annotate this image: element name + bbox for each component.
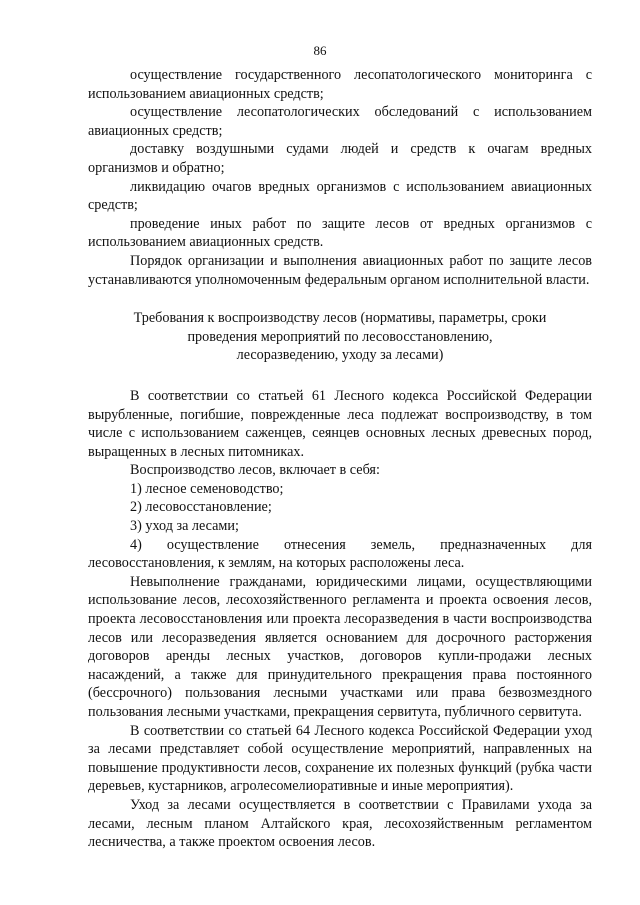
section-heading — [88, 309, 592, 365]
page-number: 86 — [313, 43, 327, 58]
document-body — [88, 66, 592, 852]
section-heading-line: проведения мероприятий по лесовосстановлению, — [187, 328, 493, 345]
section-heading-line: Требования к воспроизводству лесов (нормативы, параметры, сроки — [133, 310, 547, 327]
paragraph: проведение иных работ по защите лесов от вредных организмов с использованием авиационных средств. — [88, 215, 592, 251]
list-item: 2) лесовосстановление; — [130, 499, 272, 516]
paragraph: Невыполнение гражданами, юридическими лицами, осуществляющими использование лесов, лесохозяйственного регламента и проекта освоения лесов, проекта лесовосстановления или проекта лесоразведения в части воспроизводства лесов или лесоразведения является основанием для досрочного расторжения договоров аренды лесных участков, договоров купли-продажи лесных насаждений, а также для принудительного прекращения права постоянного (бессрочного) пользования лесными участками или права безвозмездного пользования лесными участками, прекращения сервитута, публичного сервитута. — [88, 573, 592, 720]
paragraph: Порядок организации и выполнения авиационных работ по защите лесов устанавливаются уполномоченным федеральным органом исполнительной власти. — [88, 252, 592, 288]
paragraph: В соответствии со статьей 64 Лесного кодекса Российской Федерации уход за лесами представляет собой осуществление мероприятий, направленных на повышение продуктивности лесов, сохранение их полезных функций (рубка части деревьев, кустарников, агролесомелиоративные и иные мероприятия). — [88, 722, 592, 795]
paragraph: Воспроизводство лесов, включает в себя: — [130, 462, 380, 479]
section-heading-line: лесоразведению, уходу за лесами) — [236, 347, 444, 364]
paragraph: В соответствии со статьей 61 Лесного кодекса Российской Федерации вырубленные, погибшие, поврежденные леса подлежат воспроизводству, в том числе с использованием саженцев, сеянцев основных лесных древесных пород, выращенных в лесных питомниках. — [88, 387, 592, 460]
paragraph: Уход за лесами осуществляется в соответствии с Правилами ухода за лесами, лесным планом Алтайского края, лесохозяйственным регламентом лесничества, а также проектом освоения лесов. — [88, 796, 592, 851]
paragraph: доставку воздушными судами людей и средств к очагам вредных организмов и обратно; — [88, 141, 592, 176]
paragraph: осуществление государственного лесопатологического мониторинга с использованием авиационных средств; — [88, 67, 592, 102]
paragraph: осуществление лесопатологических обследований с использованием авиационных средств; — [88, 104, 592, 139]
list-item: 4) осуществление отнесения земель, предназначенных для лесовосстановления, к землям, на которых расположены леса. — [88, 536, 592, 572]
list-item: 3) уход за лесами; — [130, 518, 239, 535]
paragraph: ликвидацию очагов вредных организмов с использованием авиационных средств; — [88, 178, 592, 214]
list-item: 1) лесное семеноводство; — [130, 480, 284, 497]
